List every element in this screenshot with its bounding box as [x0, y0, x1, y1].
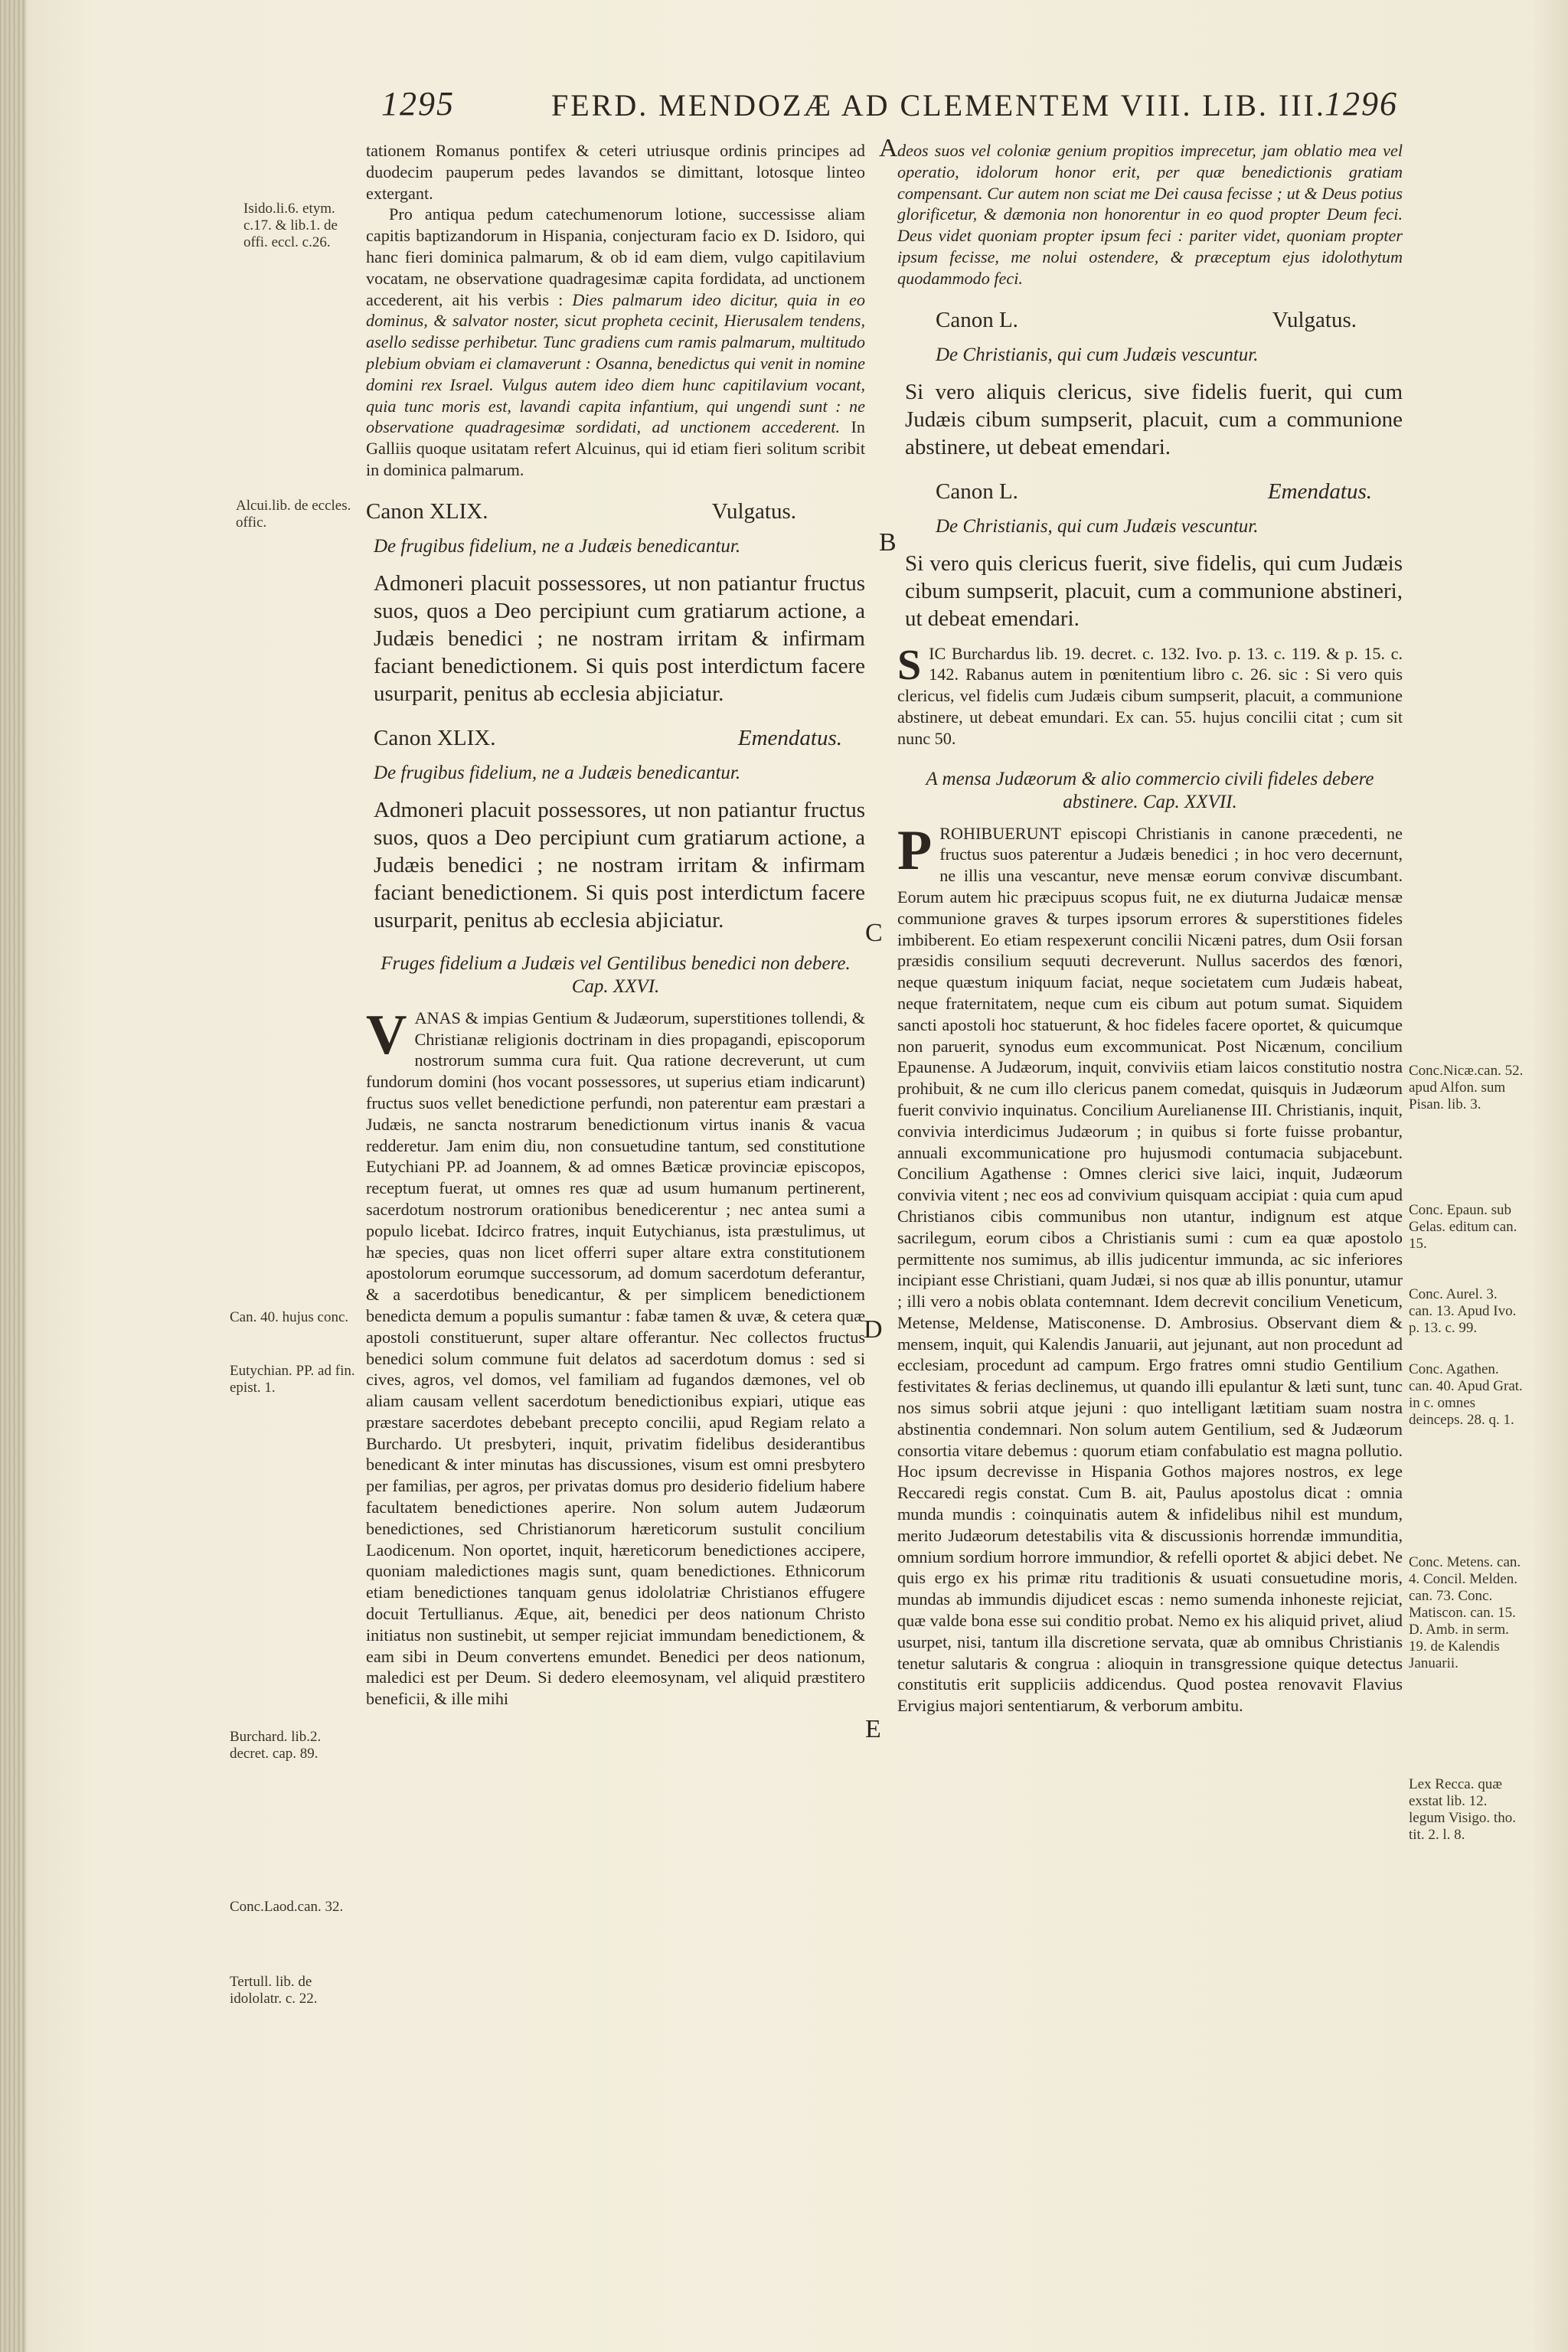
- margin-note-left-2: Alcui.lib. de eccles. offic.: [236, 498, 351, 531]
- margin-note-right-1: Conc.Nicæ.can. 52. apud Alfon. sum Pisan. lib. 3.: [1409, 1063, 1524, 1112]
- margin-note-left-1: Isido.li.6. etym. c.17. & lib.1. de offi. eccl. c.26.: [243, 201, 338, 250]
- margin-note-right-6: D. Amb. in serm. 19. de Kalendis Januarii.: [1409, 1622, 1509, 1671]
- section-letter-a: A: [879, 134, 898, 162]
- canon-number: Canon XLIX.: [374, 725, 496, 750]
- margin-note-left-6: Conc.Laod.can. 32.: [230, 1899, 344, 1915]
- page-number-right: 1296: [1325, 85, 1398, 122]
- chapter-xxvii-text: ROHIBUERUNT episcopi Christianis in canone præcedenti, ne fructus suos paterentur a Judæis benedici ; in hoc vero decernunt, ne illis una vescantur, neve mensæ eorum convivæ discumbant. Eorum autem hic præcipuus scopus fuit, ne ex diuturna Judaicæ mensæ communione graves & turpes ipsorum errores & superstitiones fideles imbiberent. Eo etiam respexerunt concilii Nicæni patres, dum Osii forsan præsidis consilium sequuti decreverunt. Nullus sacerdos des fœnori, neque quæstum iniquum faciat, neque societatem cum Judæis habeat, neque fraternitatem, neque cum eis cibum aut potum sumat. Siquidem sancti apostoli hoc statuerunt, & hoc fideles facere oportet, & quicumque non paruerit, synodus eum excommunicat. Post Nicænum, concilium Epaunense. A Judæorum, inquit, conviviis etiam laicos constitutio nostra prohibuit, & ne cum illo clericus panem comedat, quisquis in Judæorum fuerit convivio inquinatus. Concilium Aurelianense III. Christianis, inquit, convivia interdicimus Judæorum ; in quibus si forte fuisse probantur, annuali excommunicatione pro hujusmodi contumacia subjacebunt. Concilium Agathense : Omnes clerici sive laici, inquit, Judæorum convivia vitent ; nec eos ad convivium quisquam accipiat : quia cum apud Christianos cibis communibus non utantur, indignum est atque sacrilegum, eorum cibos a Christianis sumi : cum ea quæ apostolo permittente nos sumimus, ab illis judicentur immunda, ac sic inferiores incipiant esse Christiani, quam Judæi, si nos quæ ab illis ponuntur, utamur ; illi vero a nobis oblata contemnant. Idem decrevit concilium Veneticum, Metense, Meldense, Matisconense. D. Ambrosius. Observant diem & mensem, inquit, qui Kalendis Januarii, aut jejunant, aut non procedunt ad ecclesiam, procedunt ad campum. Ergo fratres omni studio Gentilium festivitates & ferias declinemus, ut quando illi epulantur & læti sunt, tunc nos simus sobrii atque jejuni : quo intelligant lætitiam suam nostra abstinentia condemnari. Non solum autem Gentilium, sed & Judæorum consortia vitare debemus : quorum etiam confabulatio est magna pollutio. Hoc ipsum decrevisse in Hispania Gothos majores nostros, ex lege Reccaredi regis constat. Cum B. ait, Paulus apostolus dicat : omnia munda mundis : coinquinatis autem & infidelibus nihil est mundum, merito Judæorum detestabilis vita & discussionis horrendæ immunditia, omnium sordium horrore immundior, & refelli oportet & abjici debet. Ne quis ergo ex his primæ ritu traditionis & usuati consuetudine moris, mundas ab immundis dijudicet escas : nemo sumenda inhoneste rejiciat, quæ valde bona esse sui conditio probat. Nemo ex his aliquid privet, aliud usurpet, nisi, tantum illa discretione servata, quæ ab omnibus Christianis tenetur salutaris & congrua : alioquin in transgressione quique detectus constitutis erit suppliciis addicendus. Quod postea renovavit Flavius Ervigius majori sententiarum, & verborum ambitu.: [897, 823, 1403, 1716]
- margin-note-right-4: Conc. Agathen. can. 40. Apud Grat. in c. omnes deinceps. 28. q. 1.: [1409, 1361, 1523, 1428]
- sic-burchardus-note: [897, 643, 1403, 750]
- canon-rubric: De frugibus fidelium, ne a Judæis benedicantur.: [374, 762, 741, 783]
- canon-xlix-emendatus-text: Admoneri placuit possessores, ut non patiantur fructus suos, quos a Deo percipiunt cum gratiarum actione, a Judæis benedici ; ne nostram irritam & infirmam faciant benedictionem. Si quis post interdictum facere usurparit, penitus ab ecclesia abjiciatur.: [374, 797, 865, 933]
- margin-note-right-2: Conc. Epaun. sub Gelas. editum can. 15.: [1409, 1202, 1517, 1252]
- drop-capital: V: [366, 1003, 407, 1067]
- chapter-xxvii-title: A mensa Judæorum & alio commercio civili fideles debere abstinere. Cap. XXVII.: [926, 768, 1374, 812]
- section-letter-e: E: [865, 1715, 881, 1743]
- canon-number: Canon L.: [936, 479, 1018, 504]
- section-letter-c: C: [865, 919, 883, 947]
- margin-note-left-7: Tertull. lib. de idololatr. c. 22.: [230, 1974, 318, 2007]
- canon-xlix-emendatus-heading: [366, 724, 865, 752]
- canon-l-vulgatus-text: Si vero aliquis clericus, sive fidelis fuerit, qui cum Judæis cibum sumpserit, placuit, cum a communione abstinere, ut debeat emendari.: [905, 379, 1403, 459]
- left-para1-text: Pro antiqua pedum catechumenorum lotione, successisse aliam capitis baptizandorum in Hispania, conjecturam facio ex D. Isidoro, qui hanc fieri dominica palmarum, & ob id eam diem, vulgo capitilavium vocatam, ne observatione quadragesimæ capita fordidata, ad unctionem accederent, ait his verbis :: [366, 204, 865, 309]
- isidore-quote: Dies palmarum ideo dicitur, quia in eo dominus, & salvator noster, sicut propheta cecinit, Hierusalem tendens, asello sedisse perhibetur. Tunc gradiens cum ramis palmarum, multitudo plebium obviam ei clamaverunt : Osanna, benedictus qui venit in nomine domini rex Israel. Vulgus autem ideo diem hunc capitilavium vocant, quia tunc moris est, lavandi capita infantium, qui ungendi sunt : ne observatione quadragesimæ sordidati, ad unctionem accederent.: [366, 289, 865, 437]
- canon-number: Canon XLIX.: [366, 498, 488, 524]
- chapter-xxvi-text: ANAS & impias Gentium & Judæorum, superstitiones tollendi, & Christianæ religionis doctrinam in dies propagandi, episcoporum nostrorum summa cura fuit. Qua ratione decreverunt, ut cum fundorum domini (hos vocant possessores, ut superius etiam indicarunt) fructus suos vellet benedictione perfundi, non paterentur eam præstari a Judæis, ne sancta nostrarum benedictionum virtus inanis & vacua redderetur. Jam enim diu, non consuetudine tantum, sed constitutione Eutychiani PP. ad Joannem, & ad omnes Bæticæ provinciæ episcopos, receptum fuerat, ut omnes res quæ ad usum humanum pertinerent, sacerdotum nostrorum orationibus benedicerentur ; nec antea sumi a populo licebat. Idcirco fratres, inquit Eutychianus, ista præstulimus, ut hæ species, quas non licet offerri super altare extra constitutionem apostolorum eorumque successorum, ad domum sacerdotum deferantur, & a sacerdotibus benedicantur, & per simplicem benedictionem benedicta demum a populis sumantur : fabæ tamen & uvæ, & cetera quæ apostoli constituerunt, super altare offerantur. Nec collectos fructus benedici solum commune fuit delatos ad sacerdotum domus : sed si cives, agros, vel domos, vel familiam ad fugandos dæmones, vel ob aliam causam vellent sacerdotum benedictionibus expiari, utique eas præstare sacerdotes debebant precepto concilii, apud Regiam relato a Burchardo. Ut presbyteri, inquit, privatim fidelibus desiderantibus benedicant & inter minutas has discussiones, visum est omni presbytero per familias, per agros, per privatas domus pro desiderio fidelium habere facultatem benedictiones aperire. Non solum autem Judæorum benedictiones, sed Christianorum hæreticorum sustulit concilium Laodicenum. Non oportet, inquit, hæreticorum benedictiones accipere, quoniam maledictiones magis sunt, quam benedictiones. Ethnicorum etiam benedictiones tanquam genus idololatriæ Christianos effugere docuit Tertullianus. Æque, ait, benedici per deos nationum Christo initiatus non sustinebit, ut semper rejiciat immundam benedictionem, & eam sibi in Deum convertens emundet. Benedici per deos nationum, maledici est per Deum. Si dedero eleemosynam, vel aliquid præstitero beneficii, & ille mihi: [366, 1008, 865, 1709]
- sic-text: IC Burchardus lib. 19. decret. c. 132. Ivo. p. 13. c. 119. & p. 15. c. 142. Rabanus autem in pœnitentium libro c. 26. sic : Si vero quis clericus, vel fidelis cum Judæis cibum sumpserit, placuit, a communione abstinere, ut debeat emundari. Ex can. 55. hujus concilii citat ; cum sit nunc 50.: [897, 643, 1403, 748]
- page-edge-stack: [0, 0, 26, 2352]
- canon-version: Emendatus.: [1267, 479, 1372, 504]
- running-header: [0, 84, 1568, 130]
- canon-version: Vulgatus.: [711, 498, 796, 524]
- drop-capital: S: [897, 641, 922, 689]
- left-intro-text: tationem Romanus pontifex & ceteri utriusque ordinis principes ad duodecim pauperum pedes lavandos se dimittant, lotosque linteo extergant.: [366, 141, 865, 203]
- chapter-xxvi-title: Fruges fidelium a Judæis vel Gentilibus benedici non debere. Cap. XXVI.: [381, 952, 851, 997]
- canon-version: Emendatus.: [737, 725, 842, 750]
- margin-note-left-3: Can. 40. hujus conc.: [230, 1309, 349, 1325]
- canon-rubric: De frugibus fidelium, ne a Judæis benedicantur.: [374, 535, 741, 557]
- left-column: [366, 140, 865, 1710]
- margin-note-left-4: Eutychian. PP. ad fin. epist. 1.: [230, 1363, 355, 1396]
- canon-l-emendatus-heading: [897, 478, 1403, 505]
- canon-rubric: De Christianis, qui cum Judæis vescuntur.: [936, 344, 1259, 365]
- margin-note-right-3: Conc. Aurel. 3. can. 13. Apud Ivo. p. 13. c. 99.: [1409, 1286, 1517, 1336]
- canon-version: Vulgatus.: [1272, 307, 1357, 332]
- section-letter-b: B: [879, 528, 897, 557]
- section-letter-d: D: [864, 1315, 883, 1344]
- canon-xlix-vulgatus-heading: [366, 498, 865, 525]
- canon-rubric: De Christianis, qui cum Judæis vescuntur.: [936, 515, 1259, 537]
- margin-note-left-5: Burchard. lib.2. decret. cap. 89.: [230, 1729, 322, 1762]
- right-column: [897, 140, 1403, 1717]
- right-intro-text: deos suos vel coloniæ genium propitios imprecetur, jam oblatio mea vel operatio, idolorum honor erit, per quæ benedictionis gratiam compensant. Cur autem non sciat me Dei causa fecisse ; ut & Deus potius glorificetur, & dæmonia non honorentur in eo quod propter Deum feci. Deus videt quoniam propter ipsum feci : pariter videt, quoniam propter ipsum fecisse, me nolui ostendere, & præceptum ejus idolothytum quodammodo feci.: [897, 141, 1403, 288]
- canon-l-emendatus-text: Si vero quis clericus fuerit, sive fidelis, qui cum Judæis cibum sumpserit, placuit, cum a communione abstineri, ut debeat emendari.: [905, 550, 1403, 631]
- left-para1-end: In Galliis quoque usitatam refert Alcuinus, qui id etiam fieri solitum scribit in dominica palmarum.: [366, 417, 865, 479]
- chapter-xxvii-body: [897, 818, 1403, 1717]
- page-number-left: 1295: [381, 85, 455, 122]
- drop-capital: P: [897, 818, 933, 882]
- canon-xlix-vulgatus-text: Admoneri placuit possessores, ut non patiantur fructus suos, quos a Deo percipiunt cum gratiarum actione, a Judæis benedici ; ne nostram irritam & infirmam faciant benedictionem. Si quis post interdictum facere usurparit, penitus ab ecclesia abjiciatur.: [374, 570, 865, 706]
- canon-number: Canon L.: [936, 307, 1018, 332]
- chapter-xxvi-body: [366, 1003, 865, 1710]
- margin-note-right-7: Lex Recca. quæ exstat lib. 12. legum Visigo. tho. tit. 2. l. 8.: [1409, 1776, 1516, 1843]
- canon-l-vulgatus-heading: [897, 306, 1403, 334]
- margin-note-right-5: Conc. Metens. can. 4. Concil. Melden. can. 73. Conc. Matiscon. can. 15.: [1409, 1554, 1521, 1621]
- running-head-title: FERD. MENDOZÆ AD CLEMENTEM VIII. LIB. III.: [551, 88, 1326, 122]
